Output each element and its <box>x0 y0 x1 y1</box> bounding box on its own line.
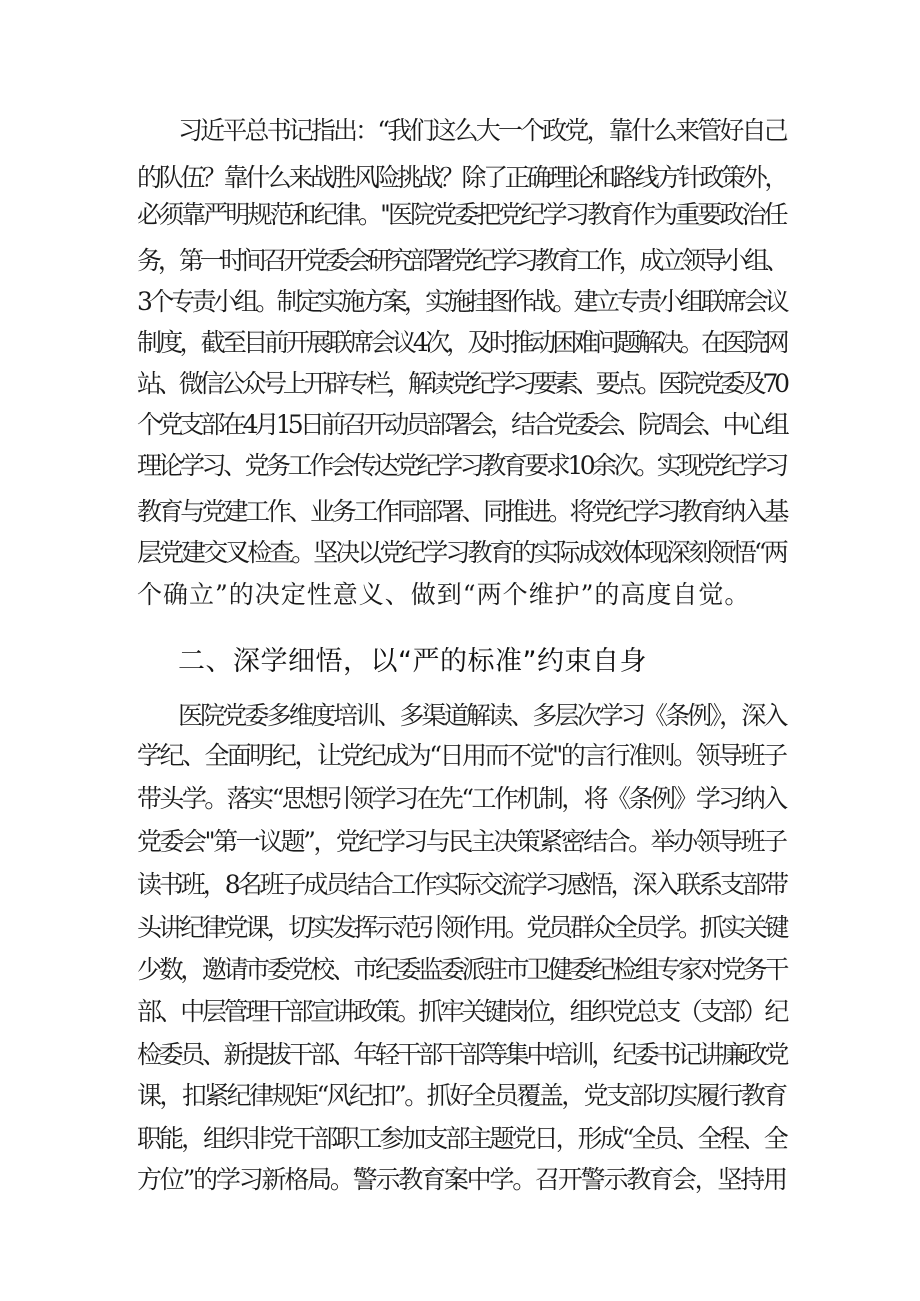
paragraph-2-line-3: 带头学。落实“思想引领学习在先“工作机制，将《条例》学习纳入 <box>137 784 786 813</box>
paragraph-2-line-10: 课，扣紧纪律规矩“风纪扣”。抓好全员覆盖，党支部切实履行教育 <box>137 1081 786 1110</box>
paragraph-1-line-8: 个党支部在4月15日前召开动员部署会，结合党委会、院周会、中心组 <box>137 410 786 439</box>
paragraph-2-line-7: 少数，邀请市委党校、市纪委监委派驻市卫健委纪检组专家对党务干 <box>137 955 787 984</box>
paragraph-1-line-1: 习近平总书记指出：“我们这么大一个政党，靠什么来管好自己 <box>178 116 786 145</box>
paragraph-1-line-4: 务，第一时间召开党委会研究部署党纪学习教育工作，成立领导小组、 <box>137 246 787 275</box>
paragraph-1-line-9: 理论学习、党务工作会传达党纪学习教育要求10余次。实现党纪学习 <box>137 451 786 480</box>
paragraph-2-line-5: 读书班，8名班子成员结合工作实际交流学习感悟，深入联系支部带 <box>137 870 786 899</box>
paragraph-1-line-5: 3个专责小组。制定实施方案，实施挂图作战。建立专责小组联席会议 <box>137 287 786 316</box>
paragraph-1-line-10: 教育与党建工作、业务工作同部署、同推进。将党纪学习教育纳入基 <box>137 497 787 526</box>
paragraph-2-line-9: 检委员、新提拔干部、年轻干部干部等集中培训，纪委书记讲廉政党 <box>137 1040 787 1069</box>
paragraph-1-line-2: 的队伍？靠什么来战胜风险挑战？除了正确理论和路线方针政策外， <box>137 163 787 192</box>
paragraph-2-line-8: 部、中层管理干部宣讲政策。抓牢关键岗位，组织党总支（支部）纪 <box>137 997 787 1026</box>
paragraph-2-line-1: 医院党委多维度培训、多渠道解读、多层次学习《条例》，深入 <box>178 701 786 730</box>
paragraph-2-line-2: 学纪、全面明纪，让党纪成为“日用而不觉''的言行准则。领导班子 <box>137 741 786 770</box>
section-heading: 二、深学细悟，以“严的标准”约束自身 <box>178 646 647 677</box>
paragraph-1-line-11: 层党建交叉检查。坚决以党纪学习教育的实际成效体现深刻领悟“两 <box>137 538 786 567</box>
paragraph-2-line-12: 方位”的学习新格局。警示教育案中学。召开警示教育会，坚持用 <box>137 1165 786 1194</box>
paragraph-1-line-12: 个确立”的决定性意义、做到“两个维护”的高度自觉。 <box>137 580 751 609</box>
paragraph-2-line-6: 头讲纪律党课，切实发挥示范引领作用。党员群众全员学。抓实关键 <box>137 913 787 942</box>
paragraph-1-line-6: 制度，截至目前开展联席会议4次，及时推动困难问题解决。在医院网 <box>137 328 786 357</box>
paragraph-2-line-11: 职能，组织非党干部职工参加支部主题党日，形成“全员、全程、全 <box>137 1124 786 1153</box>
paragraph-1-line-3: 必须靠严明规范和纪律。''医院党委把党纪学习教育作为重要政治任 <box>137 200 786 229</box>
paragraph-1-line-7: 站、微信公众号上开辟专栏，解读党纪学习要素、要点。医院党委及70 <box>137 369 786 398</box>
paragraph-2-line-4: 党委会''第一议题”，党纪学习与民主决策紧密结合。举办领导班子 <box>137 827 786 856</box>
